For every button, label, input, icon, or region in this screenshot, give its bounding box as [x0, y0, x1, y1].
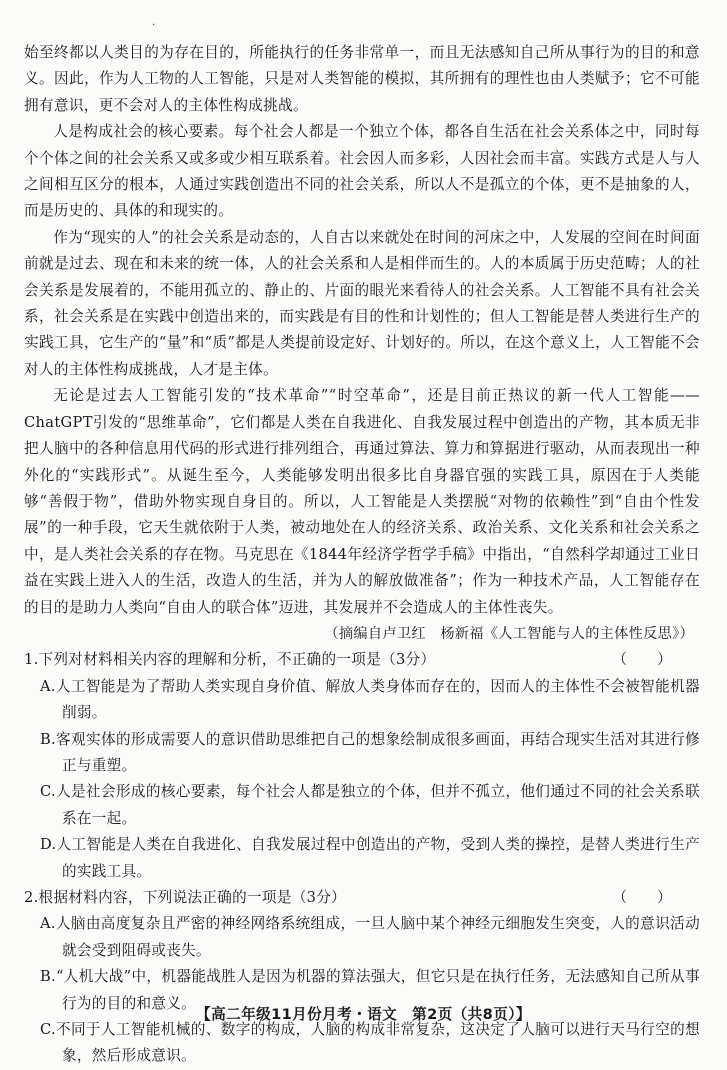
passage-paragraph-4: 无论是过去人工智能引发的“技术革命”“时空革命”，还是目前正热议的新一代人工智能——ChatGPT引发的“思维革命”，它们都是人类在自我进化、自我发展过程中创造出的产物，其本质无非把人脑中的各种信息用代码的形式进行排列组合，再通过算法、算力和算据进行驱动，从而表现出一种外化的“实践形式”。从诞生至今，人类能够发明出很多比自身器官强的实践工具，原因在于人类能够“善假于物”，借助外物实现自身目的。所以，人工智能是人类摆脱“对物的依赖性”到“自由个性发展”的一种手段，它天生就依附于人类，被动地处在人的经济关系、政治关系、文化关系和社会关系之中，是人类社会关系的存在物。马克思在《1844年经济学哲学手稿》中指出，“自然科学却通过工业日益在实践上进入人的生活，改造人的生活，并为人的解放做准备”；作为一种技术产品，人工智能存在的目的是助力人类向“自由人的联合体”迈进，其发展并不会造成人的主体性丧失。 — [24, 387, 700, 616]
option-a: A.人脑由高度复杂且严密的神经网络系统组成，一旦人脑中某个神经元细胞发生突变，人的意识活动就会受到阻碍或丧失。 — [40, 915, 700, 959]
question-stem — [24, 885, 700, 911]
question-stem-text: 2.根据材料内容，下列说法正确的一项是（3分） — [24, 889, 346, 906]
option-d: D.人工智能是人类在自我进化、自我发展过程中创造出的产物，受到人类的操控，是替人类进行生产的实践工具。 — [40, 836, 700, 880]
option-c: C.不同于人工智能机械的、数字的构成，人脑的构成非常复杂，这决定了人脑可以进行天马行空的想象，然后形成意识。 — [40, 1021, 700, 1065]
passage-paragraph-1: 始至终都以人类目的为存在目的，所能执行的任务非常单一，而且无法感知自己所从事行为的目的和意义。因此，作为人工物的人工智能，只是对人类智能的模拟，其所拥有的理性也由人类赋予；它不可能拥有意识，更不会对人的主体性构成挑战。 — [24, 44, 700, 114]
option-c: C.人是社会形成的核心要素，每个社会人都是独立的个体，但并不孤立，他们通过不同的社会关系联系在一起。 — [40, 783, 700, 827]
page-footer: 【高二年级11月份月考・语文 第2页（共8页）】 — [196, 1006, 531, 1023]
passage-paragraph-2: 人是构成社会的核心要素。每个社会人都是一个独立个体，都各自生活在社会关系体之中，同时每个个体之间的社会关系又或多或少相互联系着。社会因人而多彩，人因社会而丰富。实践方式是人与人之间相互区分的根本，人通过实践创造出不同的社会关系，所以人不是孤立的个体，更不是抽象的人，而是历史的、具体的和现实的。 — [24, 123, 700, 220]
option-b: B.“人机大战”中，机器能战胜人是因为机器的算法强大，但它只是在执行任务，无法感知自己所从事行为的目的和意义。 — [40, 968, 700, 1012]
page-mark: · — [152, 20, 156, 31]
page-content — [24, 0, 700, 1070]
passage-source: （摘编自卢卫红 杨新福《人工智能与人的主体性反思》） — [324, 625, 694, 642]
answer-bracket: （ ） — [612, 889, 672, 906]
question-2 — [24, 885, 700, 1070]
answer-bracket: （ ） — [612, 651, 672, 669]
option-a: A.人工智能是为了帮助人类实现自身价值、解放人类身体而存在的，因而人的主体性不会被智能机器削弱。 — [40, 677, 700, 722]
question-1 — [24, 647, 700, 885]
passage-paragraph-3: 作为“现实的人”的社会关系是动态的，人自古以来就处在时间的河床之中，人发展的空间在时间面前就是过去、现在和未来的统一体，人的社会关系和人是相伴而生的。人的本质属于历史范畴；人的社会关系是发展着的，不能用孤立的、静止的、片面的眼光来看待人的社会关系。人工智能不具有社会关系，社会关系是在实践中创造出来的，而实践是有目的性和计划性的；但人工智能是替人类进行生产的实践工具，它生产的“量”和“质”都是人类提前设定好、计划好的。所以，在这个意义上，人工智能不会对人的主体性构成挑战，人才是主体。 — [24, 228, 700, 378]
option-b: B.客观实体的形成需要人的意识借助思维把自己的想象绘制成很多画面，再结合现实生活对其进行修正与重塑。 — [40, 730, 700, 774]
question-stem-text: 1.下列对材料相关内容的理解和分析，不正确的一项是（3分） — [24, 651, 436, 669]
question-stem — [24, 647, 700, 673]
